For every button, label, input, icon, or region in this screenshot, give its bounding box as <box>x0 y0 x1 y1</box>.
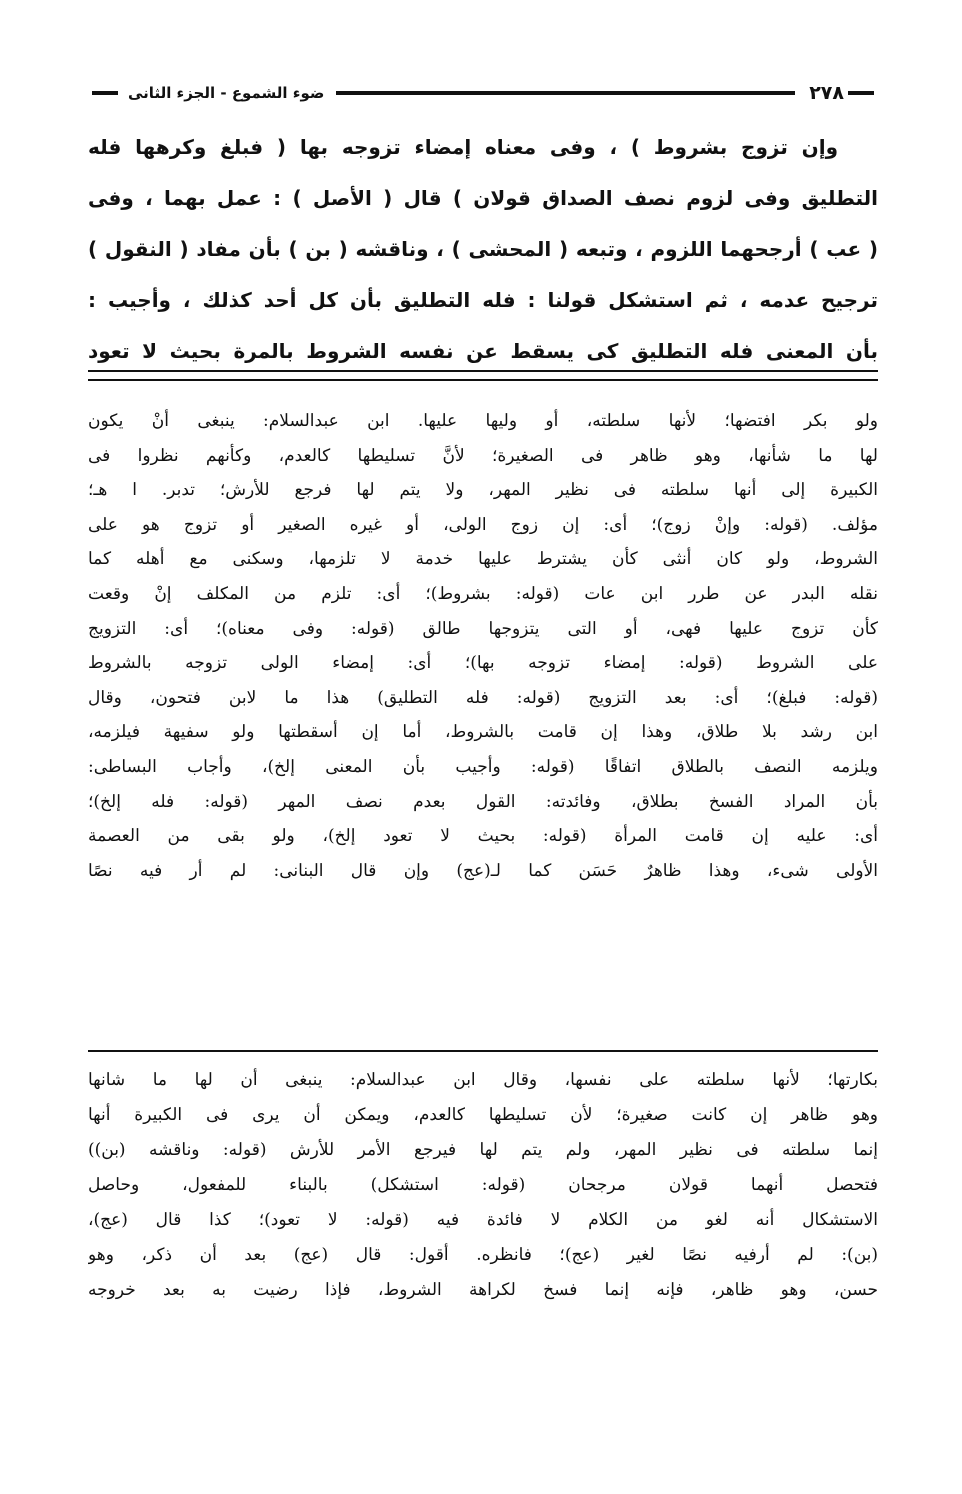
commentary-line: الشروط، ولو كان أنثى كأن يشترط عليها خدمة لا تلزمها، وسكنى مع أهله كما <box>88 549 878 570</box>
commentary-line: (بن): لم أرفيه نصًا لغير (عج)؛ فانظره. أقول: قال (عج) بعد أن ذكر، وهو <box>88 1245 878 1265</box>
commentary-line: نقله البدر عن طرر ابن عات (قوله: بشروط)؛ أى: تلزم من المكلف إنْ وقعت <box>88 583 878 604</box>
double-divider <box>88 370 878 381</box>
commentary-line: الكبيرة إلى أنها سلطته فى نظير المهر، ولا يتم لها فرجع للأرش؛ تدبر. ا هـ؛ <box>88 480 878 501</box>
commentary-block-2 <box>88 1063 878 1308</box>
header-dash-right <box>848 91 874 95</box>
commentary-line: ابن رشد بلا طلاق، وهذا إن قامت بالشروط، أما إن أسقطتها ولو سفيهة فيلزمه، <box>88 722 878 743</box>
main-line: ترجيح عدمه ، ثم استشكل قولنا : فله التطليق بأن كل أحد كذلك ، وأجيب : <box>88 288 878 312</box>
commentary-line: أى: عليه إن قامت المرأة (قوله: بحيث لا تعود إلخ)، ولو بقى من العصمة <box>88 826 878 847</box>
commentary-line: الأولى شىء، وهذا ظاهرٌ حَسَن كما لـ(عج) وإن قال البنانى: لم أر فيه نصًا <box>88 860 878 881</box>
header-dash-left <box>92 91 118 95</box>
page-number: ٢٧٨ <box>809 82 844 104</box>
commentary-line: على الشروط (قوله: إمضاء تزوجه بها)؛ أى: إمضاء الولى تزوجه بالشروط <box>88 653 878 674</box>
commentary-line: الاستشكال أنه لغو من الكلام لا فائدة فيه (قوله: لا تعود)؛ كذا قال (عج)، <box>88 1210 878 1230</box>
main-line: وإن تزوج بشروط ) ، وفى معناه إمضاء تزوجه بها ( فبلغ وكرهها فله <box>88 135 838 159</box>
commentary-line: لها ما شأنها، وهو ظاهر فى الصغيرة؛ لأنَّ تسليطها كالعدم، وكأنهم نظروا فى <box>88 445 878 466</box>
commentary-line: حسن، وهو ظاهر، فإنه إنما فسخ لكراهة الشروط، فإذا رضيت به بعد خروجه <box>88 1280 878 1300</box>
commentary-line: ولو بكر افتضها؛ لأنها سلطته، أو وليها عليها. ابن عبدالسلام: ينبغى أنْ يكون <box>88 411 878 431</box>
main-line: التطليق وفى لزوم نصف الصداق قولان ) قال ( الأصل ) : عمل بهما ، وفى <box>88 186 878 210</box>
main-line: بأن المعنى فله التطليق كى يسقط عن نفسه الشروط بالمرة بحيث لا تعود <box>88 339 878 363</box>
commentary-block-1 <box>88 404 878 888</box>
commentary-line: كأن تزوج عليها فهى، أو التى يتزوجها طالق (قوله: وفى معناه)؛ أى: التزويج <box>88 618 878 639</box>
header-rule <box>336 91 795 95</box>
commentary-line: مؤلف. (قوله: وإنْ زوج)؛ أى: إن زوج الولى، أو غيره الصغير أو تزوج هو على <box>88 514 878 535</box>
commentary-line: فتحصل أنهما قولان مرجحان (قوله: استشكل) بالبناء للمفعول، وحاصل <box>88 1175 878 1195</box>
main-text <box>88 122 878 377</box>
commentary-line: بأن المراد الفسخ بطلاق، وفائدته: القول بعدم نصف المهر (قوله: فله إلخ)؛ <box>88 791 878 812</box>
commentary-line: (قوله: فبلغ)؛ أى: بعد التزويج (قوله: فله التطليق) هذا ما لابن فتحون، وقال <box>88 687 878 708</box>
commentary-line: إنما سلطته فى نظير المهر، ولم يتم لها فيرجع الأمر للأرش (قوله: وناقشه (بن)) <box>88 1140 878 1160</box>
commentary-line: ويلزمه النصف بالطلاق اتفاقًا (قوله: وأجيب بأن المعنى إلخ)، وأجاب البساطى: <box>88 756 878 777</box>
commentary-line: وهو ظاهر إن كانت صغيرة؛ لأن تسليطها كالعدم، ويمكن أن يرى فى الكبيرة أنها <box>88 1105 878 1125</box>
single-divider <box>88 1050 878 1052</box>
main-line: ( عب ) أرجحهما اللزوم ، وتبعه ( المحشى ) ، وناقشه ( بن ) بأن مفاد ( النقول ) <box>88 237 878 261</box>
commentary-line: بكارتها؛ لأنها سلطته على نفسها، وقال ابن عبدالسلام: ينبغى أن لها ما شانها <box>88 1070 878 1090</box>
running-title: ضوء الشموع - الجزء الثانى <box>128 84 325 102</box>
running-header <box>88 78 878 108</box>
